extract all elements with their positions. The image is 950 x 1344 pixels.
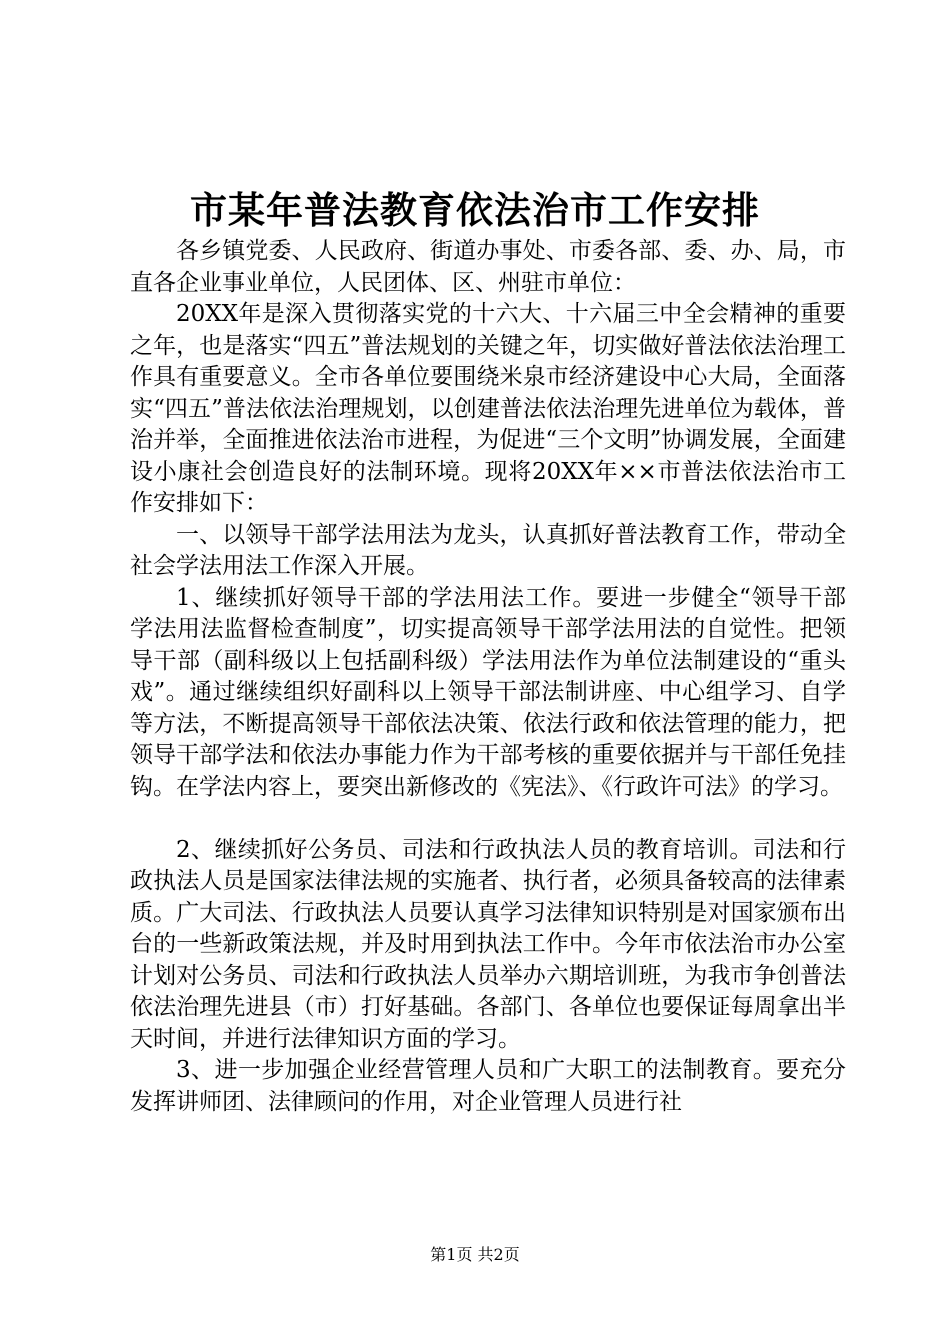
paragraph-item-3: 3、进一步加强企业经营管理人员和广大职工的法制教育。要充分发挥讲师团、法律顾问的作用，对企业管理人员进行社 [130, 1057, 846, 1115]
paragraph-item-1: 1、继续抓好领导干部的学法用法工作。要进一步健全“领导干部学法用法监督检查制度”，切实提高领导干部学法用法的自觉性。把领导干部（副科级以上包括副科级）学法用法作为单位法制建设的“重头戏”。通过继续组织好副科以上领导干部法制讲座、中心组学习、自学等方法，不断提高领导干部依法决策、依法行政和依法管理的能力，把领导干部学法和依法办事能力作为干部考核的重要依据并与干部任免挂钩。在学法内容上，要突出新修改的《宪法》、《行政许可法》的学习。 [130, 584, 846, 800]
document-title: 市某年普法教育依法治市工作安排 [190, 188, 760, 232]
paragraph-salutation: 各乡镇党委、人民政府、街道办事处、市委各部、委、办、局，市直各企业事业单位，人民团体、区、州驻市单位： [130, 238, 846, 296]
paragraph-intro: 20XX年是深入贯彻落实党的十六大、十六届三中全会精神的重要之年，也是落实“四五”普法规划的关键之年，切实做好普法依法治理工作具有重要意义。全市各单位要围绕米泉市经济建设中心大局，全面落实“四五”普法依法治理规划，以创建普法依法治理先进单位为载体，普治并举，全面推进依法治市进程，为促进“三个文明”协调发展，全面建设小康社会创造良好的法制环境。现将20XX年××市普法依法治市工作安排如下： [130, 301, 846, 516]
document-body [130, 236, 846, 1118]
paragraph-item-2: 2、继续抓好公务员、司法和行政执法人员的教育培训。司法和行政执法人员是国家法律法规的实施者、执行者，必须具备较高的法律素质。广大司法、行政执法人员要认真学习法律知识特别是对国家颁布出台的一些新政策法规，并及时用到执法工作中。今年市依法治市办公室计划对公务员、司法和行政执法人员举办六期培训班，为我市争创普法依法治理先进县（市）打好基础。各部门、各单位也要保证每周拿出半天时间，并进行法律知识方面的学习。 [130, 836, 846, 1052]
page-number-footer: 第1页 共2页 [430, 1245, 520, 1264]
paragraph-section-1-heading: 一、以领导干部学法用法为龙头，认真抓好普法教育工作，带动全社会学法用法工作深入开展。 [130, 521, 846, 579]
